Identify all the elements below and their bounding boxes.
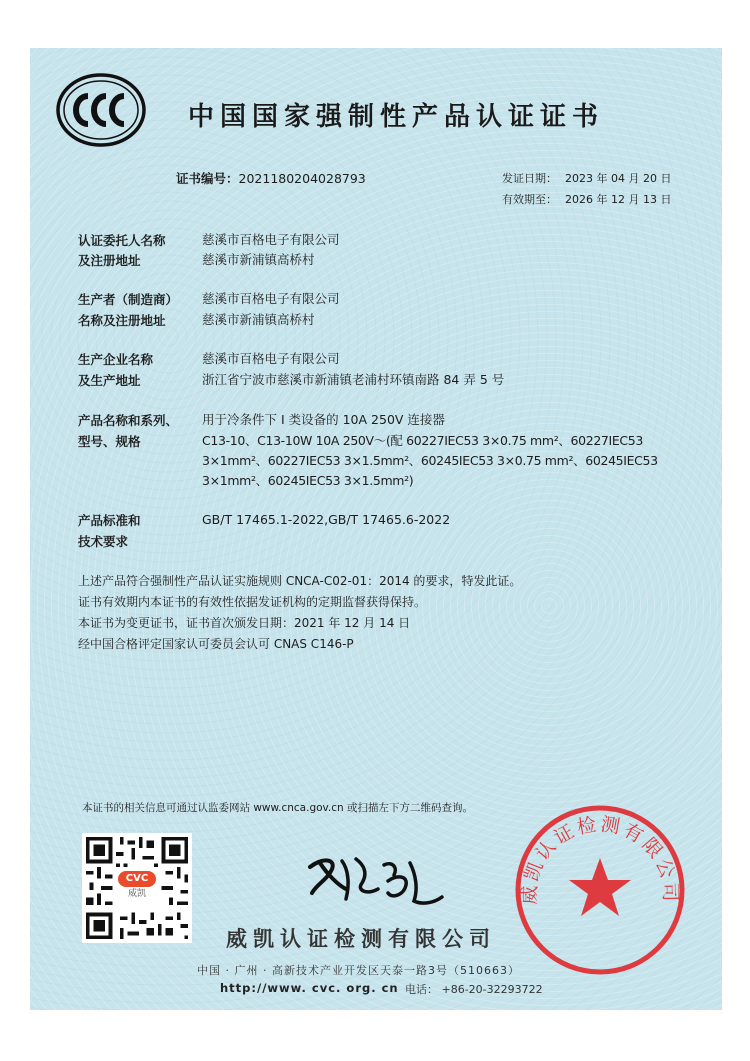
applicant-label-1: 认证委托人名称 bbox=[78, 233, 166, 248]
qr-badge bbox=[116, 869, 158, 905]
manufacturer-label-1: 生产者（制造商） bbox=[78, 292, 179, 307]
statement-3: 本证书为变更证书，证书首次颁发日期：2021 年 12 月 14 日 bbox=[78, 616, 411, 630]
cert-number-label: 证书编号： bbox=[176, 171, 239, 186]
statement-2: 证书有效期内本证书的有效性依据发证机构的定期监督获得保持。 bbox=[78, 595, 427, 609]
factory-label-2: 及生产地址 bbox=[78, 373, 141, 388]
product-spec-1: C13-10、C13-10W 10A 250V～(配 60227IEC53 3×0.75 mm²、60227IEC53 bbox=[202, 433, 644, 448]
query-note: 本证书的相关信息可通过认监委网站 www.cnca.gov.cn 或扫描左下方二维码查询。 bbox=[82, 802, 474, 814]
issuer-address: 中国 · 广州 · 高新技术产业开发区天泰一路3号（510663） bbox=[197, 964, 520, 977]
statement-4: 经中国合格评定国家认可委员会认可 CNAS C146-P bbox=[78, 637, 354, 651]
valid-until-value: 2026 年 12 月 13 日 bbox=[565, 193, 672, 206]
applicant-name: 慈溪市百格电子有限公司 bbox=[202, 232, 340, 247]
qr-code[interactable] bbox=[82, 833, 192, 943]
svg-text:威凯认证检测有限公司: 威凯认证检测有限公司 bbox=[518, 813, 682, 905]
qr-badge-sub: 威凯 bbox=[127, 889, 146, 899]
valid-until-label: 有效期至： bbox=[502, 193, 557, 206]
standard-label-2: 技术要求 bbox=[78, 534, 129, 549]
cert-number-value: 2021180204028793 bbox=[238, 171, 366, 186]
issuer-phone: 电话： +86-20-32293722 bbox=[405, 983, 543, 996]
standard-value: GB/T 17465.1-2022,GB/T 17465.6-2022 bbox=[202, 512, 451, 527]
manufacturer-address: 慈溪市新浦镇高桥村 bbox=[202, 312, 315, 327]
statement-1: 上述产品符合强制性产品认证实施规则 CNCA-C02-01：2014 的要求，特发此证。 bbox=[78, 574, 522, 588]
issue-date bbox=[502, 168, 671, 189]
factory-address: 浙江省宁波市慈溪市新浦镇老浦村环镇南路 84 弄 5 号 bbox=[202, 372, 505, 387]
product-spec-3: 3×1mm²、60245IEC53 3×1.5mm²) bbox=[202, 473, 414, 488]
product-name: 用于冷条件下 I 类设备的 10A 250V 连接器 bbox=[202, 412, 445, 427]
cert-number bbox=[176, 168, 366, 189]
factory-name: 慈溪市百格电子有限公司 bbox=[202, 351, 340, 366]
page-title: 中国国家强制性产品认证证书 bbox=[188, 102, 605, 132]
issuer-website-link[interactable]: http://www. cvc. org. cn bbox=[220, 981, 399, 995]
issue-date-label: 发证日期： bbox=[502, 172, 557, 185]
qr-badge-logo: CVC bbox=[118, 871, 156, 887]
valid-until bbox=[502, 189, 671, 210]
standard-label-1: 产品标准和 bbox=[78, 513, 141, 528]
product-spec-2: 3×1mm²、60227IEC53 3×1.5mm²、60245IEC53 3×0.75 mm²、60245IEC53 bbox=[202, 453, 658, 468]
applicant-address: 慈溪市新浦镇高桥村 bbox=[202, 252, 315, 267]
signature-icon bbox=[298, 845, 448, 915]
manufacturer-label-2: 名称及注册地址 bbox=[78, 313, 166, 328]
applicant-label-2: 及注册地址 bbox=[78, 253, 141, 268]
issue-date-value: 2023 年 04 月 20 日 bbox=[565, 172, 672, 185]
issuer-company: 威凯认证检测有限公司 bbox=[226, 927, 496, 951]
product-label-1: 产品名称和系列、 bbox=[78, 413, 179, 428]
company-seal-icon bbox=[510, 800, 690, 980]
ccc-logo-icon bbox=[55, 72, 147, 148]
product-label-2: 型号、规格 bbox=[78, 434, 141, 449]
manufacturer-name: 慈溪市百格电子有限公司 bbox=[202, 291, 340, 306]
factory-label-1: 生产企业名称 bbox=[78, 352, 154, 367]
